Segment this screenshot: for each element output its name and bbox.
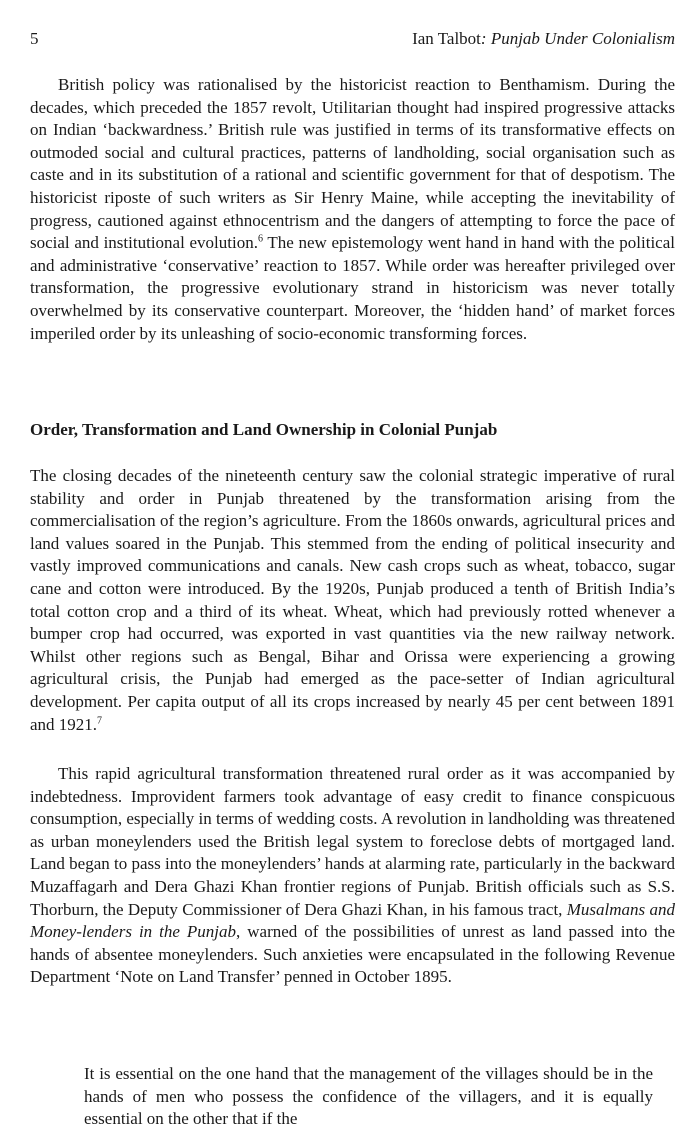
block-quote: It is essential on the one hand that the management of the villages should be in the hands of men who possess the confidence of the villagers, and it is equally essential on the other that if the	[84, 1064, 653, 1129]
body-paragraph-2	[30, 465, 675, 736]
body-paragraph-1	[30, 74, 675, 345]
running-head-author: Ian Talbot	[412, 29, 481, 48]
body-paragraph-3	[30, 763, 675, 989]
paragraph-text-continued: The new epistemology went hand in hand with the political and administrative ‘conservative’ reaction to 1857. While order was hereafter privileged over transformation, the progressive evolutionary strand in historicism was never totally overwhelmed by its conservative counterpart. Moreover, the ‘hidden hand’ of market forces imperiled order by its unleashing of socio-economic transforming forces.	[30, 233, 675, 343]
page-number: 5	[30, 29, 39, 48]
paragraph-text-continued: , warned of the possibilities of unrest as land passed into the hands of absentee moneylenders. Such anxieties were encapsulated in the following Revenue Department ‘Note on Land Transfer’ penned in October 1895.	[30, 922, 675, 987]
footnote-marker-7: 7	[97, 714, 103, 726]
page-header	[30, 0, 675, 60]
book-title: Musalmans and Money-lenders in the Punjab	[30, 899, 675, 942]
paragraph-text: The closing decades of the nineteenth century saw the colonial strategic imperative of rural stability and order in Punjab threatened by the transformation arising from the commercialisation of the region’s agriculture. From the 1860s onwards, agricultural prices and land values soared in the Punjab. This stemmed from the ending of political insecurity and vastly improved communications and canals. New cash crops such as wheat, tobacco, sugar cane and cotton were introduced. By the 1920s, Punjab produced a tenth of British India’s total cotton crop and a third of its wheat. Wheat, which had previously rotted whenever a bumper crop had occurred, was exported in vast quantities via the new railway network. Whilst other regions such as Bengal, Bihar and Orissa were experiencing a growing agricultural crisis, the Punjab had emerged as the pace-setter of Indian agricultural development. Per capita output of all its crops increased by nearly 45 per cent between 1891 and 1921.	[30, 466, 675, 734]
section-heading: Order, Transformation and Land Ownership in Colonial Punjab	[30, 420, 498, 439]
document-page	[30, 0, 675, 1129]
running-head-title: Punjab Under Colonialism	[490, 29, 675, 48]
footnote-marker-6: 6	[257, 233, 263, 245]
paragraph-text: British policy was rationalised by the historicist reaction to Benthamism. During the decades, which preceded the 1857 revolt, Utilitarian thought had inspired progressive attacks on Indian ‘backwardness.’ British rule was justified in terms of its transformative effects on outmoded social and cultural practices, patterns of landholding, social organisation such as caste and in its substitution of a rational and scientific government for that of despotism. The historicist riposte of such writers as Sir Henry Maine, while accepting the inevitability of progress, cautioned against ethnocentrism and the dangers of attempting to force the pace of social and institutional evolution.	[30, 75, 675, 253]
running-head	[412, 29, 675, 49]
paragraph-text: This rapid agricultural transformation threatened rural order as it was accompanied by indebtedness. Improvident farmers took advantage of easy credit to finance conspicuous consumption, especially in terms of wedding costs. A revolution in landholding was threatened as urban moneylenders used the British legal system to foreclose debts of mortgaged land. Land began to pass into the moneylenders’ hands at alarming rate, particularly in the backward Muzaffagarh and Dera Ghazi Khan frontier regions of Punjab. British officials such as S.S. Thorburn, the Deputy Commissioner of Dera Ghazi Khan, in his famous tract,	[30, 764, 675, 919]
running-head-separator: :	[480, 29, 491, 48]
